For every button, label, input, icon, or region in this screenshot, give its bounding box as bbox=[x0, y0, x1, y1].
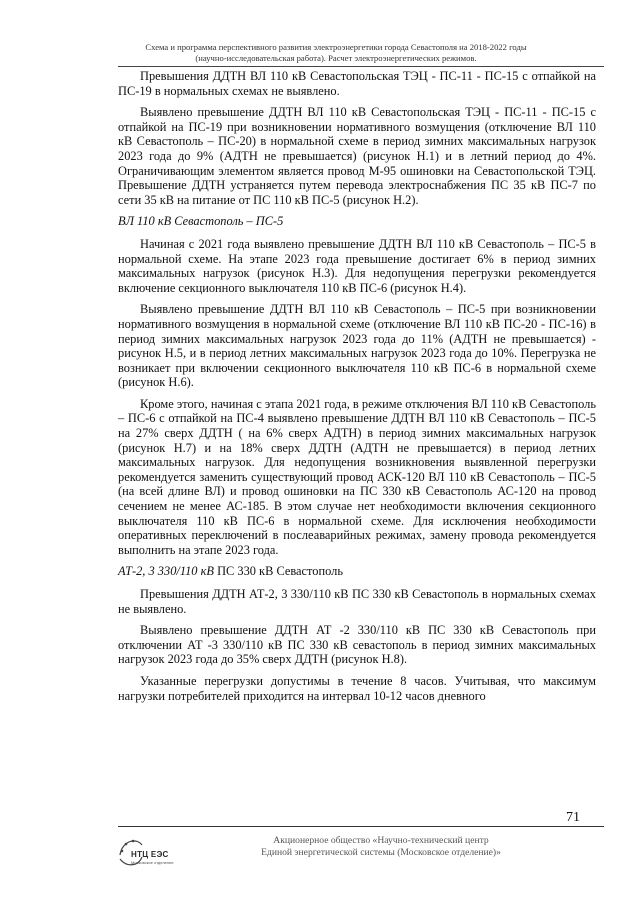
running-footer bbox=[236, 835, 526, 859]
logo-text: НТЦ ЕЭС bbox=[131, 850, 169, 859]
section-heading-italic: АТ-2, 3 330/110 кВ bbox=[118, 564, 218, 579]
body-text bbox=[118, 68, 596, 710]
header-line-2: (научно-исследовательская работа). Расчет электроэнергетических режимов. bbox=[195, 53, 477, 63]
paragraph: Выявлено превышение ДДТН ВЛ 110 кВ Севастопольская ТЭЦ - ПС-11 - ПС-15 с отпайкой на ПС-19 при возникновении нормативного возмущения (отключение ВЛ 110 кВ Севастополь – ПС-20) в нормальной схеме в период зимних максимальных нагрузок 2023 года до 9% (АДТН не превышается) (рисунок Н.1) и в летний период до 4%. Ограничивающим элементом является провод М-95 ошиновки на Севастопольской ТЭЦ. Превышение ДДТН устраняется путем перевода электроснабжения ПС 35 кВ ПС-7 по сети 35 кВ на питание от ПС 110 кВ ПС-5 (рисунок Н.2). bbox=[118, 105, 596, 207]
page-number: 71 bbox=[566, 810, 580, 825]
section-heading-plain: ПС 330 кВ Севастополь bbox=[217, 564, 343, 579]
footer-divider bbox=[118, 826, 604, 827]
paragraph: Выявлено превышение ДДТН АТ -2 330/110 кВ ПС 330 кВ Севастополь при отключении АТ -3 330/110 кВ ПС 330 кВ севастополь в период зимних максимальных нагрузок 2023 года до 35% сверх ДДТН (рисунок Н.8). bbox=[118, 623, 596, 667]
header-divider bbox=[118, 66, 604, 67]
paragraph: Кроме этого, начиная с этапа 2021 года, в режиме отключения ВЛ 110 кВ Севастополь – ПС-6 с отпайкой на ПС-4 выявлено превышение ДДТН ВЛ 110 кВ Севастополь – ПС-5 на 27% сверх ДДТН ( на 6% сверх АДТН) в период зимних максимальных нагрузок (рисунок Н.7) и на 18% сверх ДДТН (АДТН не превышается) в период летних максимальных нагрузок. Для недопущения возникновения выявленной перегрузки рекомендуется заменить существующий провод АСК-120 ВЛ 110 кВ Севастополь – ПС-5 (на всей длине ВЛ) и провод ошиновки на ПС 330 кВ Севастополь АС-120 на провод сечением не менее АС-185. В этом случае нет необходимости включения секционного выключателя 110 кВ ПС-6 в нормальной схеме. Для исключения необходимости оперативных переключений в послеаварийных режимах, замену провода рекомендуется выполнить на этапе 2023 года. bbox=[118, 396, 596, 557]
running-header bbox=[118, 42, 554, 64]
paragraph: Превышения ДДТН ВЛ 110 кВ Севастопольская ТЭЦ - ПС-11 - ПС-15 с отпайкой на ПС-19 в нормальных схемах не выявлено. bbox=[118, 69, 596, 98]
paragraph: Начиная с 2021 года выявлено превышение ДДТН ВЛ 110 кВ Севастополь – ПС-5 в нормальной схеме. На этапе 2023 года превышение достигает 6% в период зимних максимальных нагрузок (рисунок Н.3). Для недопущения перегрузки рекомендуется включение секционного выключателя 110 кВ ПС-6 (рисунок Н.4). bbox=[118, 236, 596, 295]
section-heading bbox=[118, 564, 596, 579]
section-heading bbox=[118, 214, 596, 229]
footer-line-1: Акционерное общество «Научно-технический центр bbox=[273, 835, 489, 846]
logo-subtext: Московское отделение bbox=[131, 860, 174, 865]
section-heading-italic: ВЛ 110 кВ Севастополь – ПС-5 bbox=[118, 214, 284, 229]
footer-line-2: Единой энергетической системы (Московское отделение)» bbox=[261, 847, 501, 858]
paragraph: Превышения ДДТН АТ-2, 3 330/110 кВ ПС 330 кВ Севастополь в нормальных схемах не выявлено. bbox=[118, 587, 596, 616]
paragraph: Выявлено превышение ДДТН ВЛ 110 кВ Севастополь – ПС-5 при возникновении нормативного возмущения в нормальной схеме (отключение ВЛ 110 кВ ПС-20 - ПС-16) в период зимних максимальных нагрузок 2023 года до 11% (АДТН не превышается) - рисунок Н.5, и в период летних максимальных нагрузок 2023 года до 10%. Перегрузка не возникает при включении секционного выключателя 110 кВ ПС-6 в нормальной схеме (рисунок Н.6). bbox=[118, 302, 596, 390]
header-line-1: Схема и программа перспективного развития электроэнергетики города Севастополя на 2018-2022 годы bbox=[145, 42, 527, 52]
paragraph: Указанные перегрузки допустимы в течение 8 часов. Учитывая, что максимум нагрузки потребителей приходится на интервал 10-12 часов дневного bbox=[118, 673, 596, 703]
